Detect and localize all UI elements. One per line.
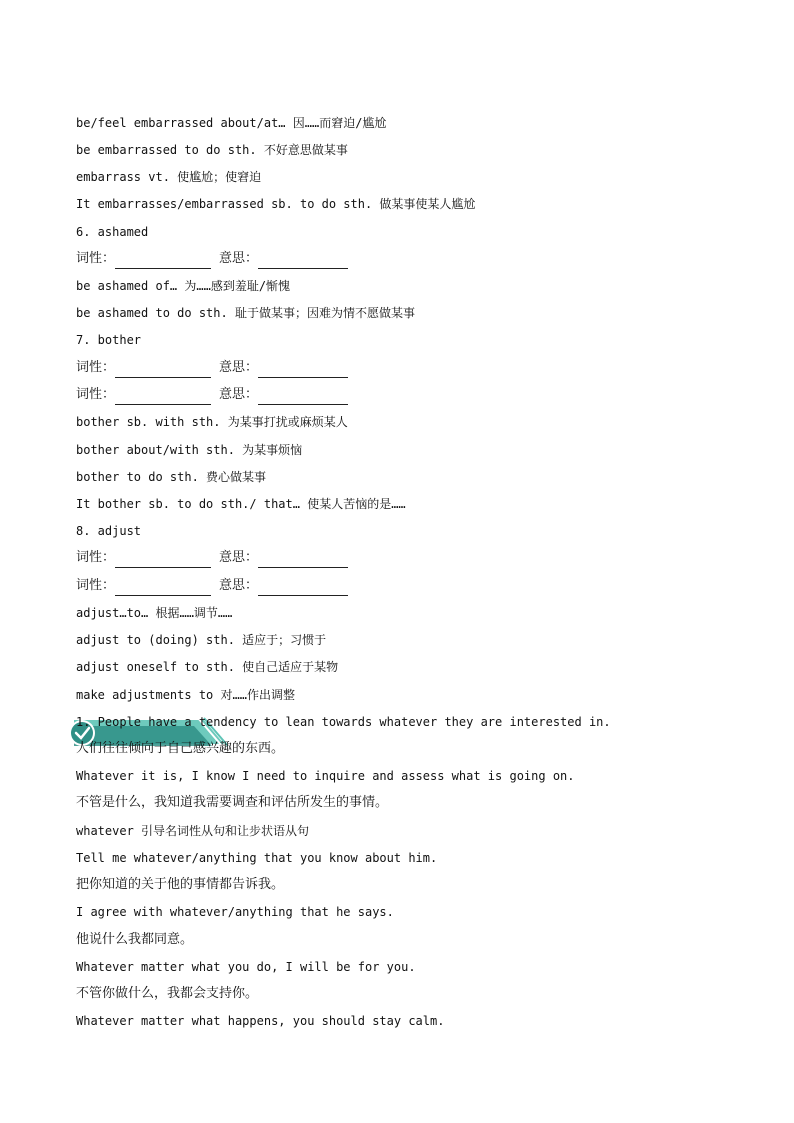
pos-label: 词性： xyxy=(76,387,116,402)
fill-blank-row xyxy=(76,249,348,269)
translation-line: 不管你做什么，我都会支持你。 xyxy=(76,986,259,1001)
pos-blank[interactable] xyxy=(115,581,211,596)
text-line: bother about/with sth. 为某事烦恼 xyxy=(76,443,303,457)
translation-line: 把你知道的关于他的事情都告诉我。 xyxy=(76,877,285,892)
pos-label: 词性： xyxy=(76,550,116,565)
fill-blank-row xyxy=(76,576,348,596)
section-heading: 7. bother xyxy=(76,333,142,347)
translation-line: 不管是什么，我知道我需要调查和评估所发生的事情。 xyxy=(76,795,389,810)
text-line: be ashamed to do sth. 耻于做某事；因难为情不愿做某事 xyxy=(76,306,415,320)
text-line: adjust oneself to sth. 使自己适应于某物 xyxy=(76,660,339,674)
meaning-blank[interactable] xyxy=(258,390,348,405)
pos-label: 词性： xyxy=(76,251,116,266)
meaning-label: 意思： xyxy=(219,360,259,375)
text-line: make adjustments to 对……作出调整 xyxy=(76,688,295,702)
pos-label: 词性： xyxy=(76,360,116,375)
example-sentence: Whatever it is, I know I need to inquire and assess what is going on. xyxy=(76,769,575,783)
meaning-blank[interactable] xyxy=(258,254,348,269)
fill-blank-row xyxy=(76,548,348,568)
text-line: be embarrassed to do sth. 不好意思做某事 xyxy=(76,143,348,157)
meaning-label: 意思： xyxy=(219,251,259,266)
example-sentence: Tell me whatever/anything that you know about him. xyxy=(76,851,438,865)
meaning-blank[interactable] xyxy=(258,581,348,596)
meaning-label: 意思： xyxy=(219,578,259,593)
meaning-label: 意思： xyxy=(219,550,259,565)
pos-label: 词性： xyxy=(76,578,116,593)
translation-line: 他说什么我都同意。 xyxy=(76,932,194,947)
text-line: whatever 引导名词性从句和让步状语从句 xyxy=(76,824,310,838)
example-sentence: I agree with whatever/anything that he says. xyxy=(76,905,394,919)
section-heading: 8. adjust xyxy=(76,524,142,538)
text-line: bother to do sth. 费心做某事 xyxy=(76,470,267,484)
translation-line: 人们往往倾向于自己感兴趣的东西。 xyxy=(76,741,285,756)
pos-blank[interactable] xyxy=(115,390,211,405)
text-line: adjust…to… 根据……调节…… xyxy=(76,606,233,620)
text-line: It bother sb. to do sth./ that… 使某人苦恼的是…… xyxy=(76,497,406,511)
pos-blank[interactable] xyxy=(115,363,211,378)
text-line: embarrass vt. 使尴尬；使窘迫 xyxy=(76,170,262,184)
example-sentence: Whatever matter what you do, I will be for you. xyxy=(76,960,416,974)
example-sentence: 1. People have a tendency to lean towards whatever they are interested in. xyxy=(76,715,611,729)
fill-blank-row xyxy=(76,385,348,405)
pos-blank[interactable] xyxy=(115,254,211,269)
meaning-label: 意思： xyxy=(219,387,259,402)
text-line: bother sb. with sth. 为某事打扰或麻烦某人 xyxy=(76,415,348,429)
example-sentence: Whatever matter what happens, you should stay calm. xyxy=(76,1014,445,1028)
pos-blank[interactable] xyxy=(115,553,211,568)
text-line: be ashamed of… 为……感到羞耻/惭愧 xyxy=(76,279,291,293)
text-line: adjust to (doing) sth. 适应于；习惯于 xyxy=(76,633,327,647)
section-heading: 6. ashamed xyxy=(76,225,149,239)
text-line: be/feel embarrassed about/at… 因……而窘迫/尴尬 xyxy=(76,116,387,130)
meaning-blank[interactable] xyxy=(258,553,348,568)
fill-blank-row xyxy=(76,358,348,378)
text-line: It embarrasses/embarrassed sb. to do sth. 做某事使某人尴尬 xyxy=(76,197,476,211)
meaning-blank[interactable] xyxy=(258,363,348,378)
